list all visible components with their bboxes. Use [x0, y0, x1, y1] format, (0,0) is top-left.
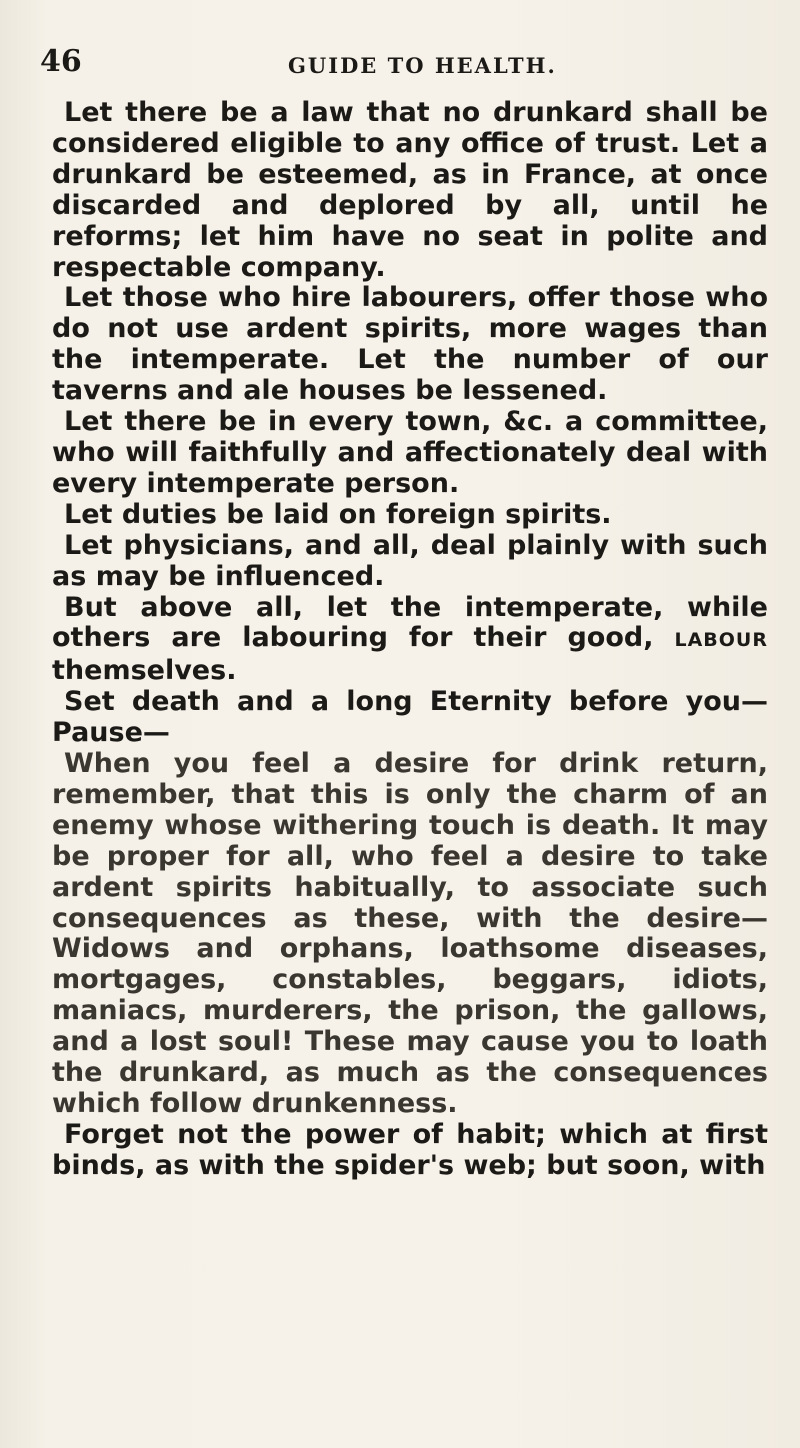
- paragraph-duties: Let duties be laid on foreign spirits.: [64, 498, 612, 530]
- paragraph-physicians: Let physicians, and all, deal plainly with such as may be influenced.: [52, 529, 768, 592]
- paragraph-eternity: Set death and a long Eternity before you—Pause—: [52, 686, 768, 749]
- labour-text-before: But above all, let the intemperate, while others are labouring for their good,: [52, 591, 768, 654]
- paragraph-labour-themselves: [52, 593, 768, 688]
- paragraph-drunkard-law: Let there be a law that no drunkard shall be considered eligible to any office of trust. Let a drunkard be esteemed, as in France, at once discarded and deplored by all, until he reforms; let him have no seat in polite and respectable company.: [52, 97, 768, 283]
- running-head: GUIDE TO HEALTH.: [288, 53, 557, 78]
- paragraph-power-of-habit: Forget not the power of habit; which at first binds, as with the spider's web; but soon, with: [52, 1118, 768, 1181]
- paragraph-desire-for-drink: When you feel a desire for drink return, remember, that this is only the charm of an enemy whose withering touch is death. It may be proper for all, who feel a desire to take ardent spirits habitually, to associate such consequences as these, with the desire—Widows and orphans, loathsome diseases, mortgages, constables, beggars, idiots, maniacs, murderers, the prison, the gallows, and a lost soul! These may cause you to loath the drunkard, as much as the consequences which follow drunkenness.: [52, 748, 768, 1119]
- labour-text-after: themselves.: [52, 655, 237, 687]
- labour-emphasis: LABOUR: [674, 629, 768, 652]
- body-text: [52, 98, 768, 1182]
- paragraph-labourers: Let those who hire labourers, offer those who do not use ardent spirits, more wages than the intemperate. Let the number of our taverns and ale houses be lessened.: [52, 282, 768, 407]
- paragraph-committee: Let there be in every town, &c. a committee, who will faithfully and affectionately deal with every intemperate person.: [52, 406, 768, 499]
- page-number: 46: [40, 44, 82, 79]
- page-header: [40, 44, 770, 84]
